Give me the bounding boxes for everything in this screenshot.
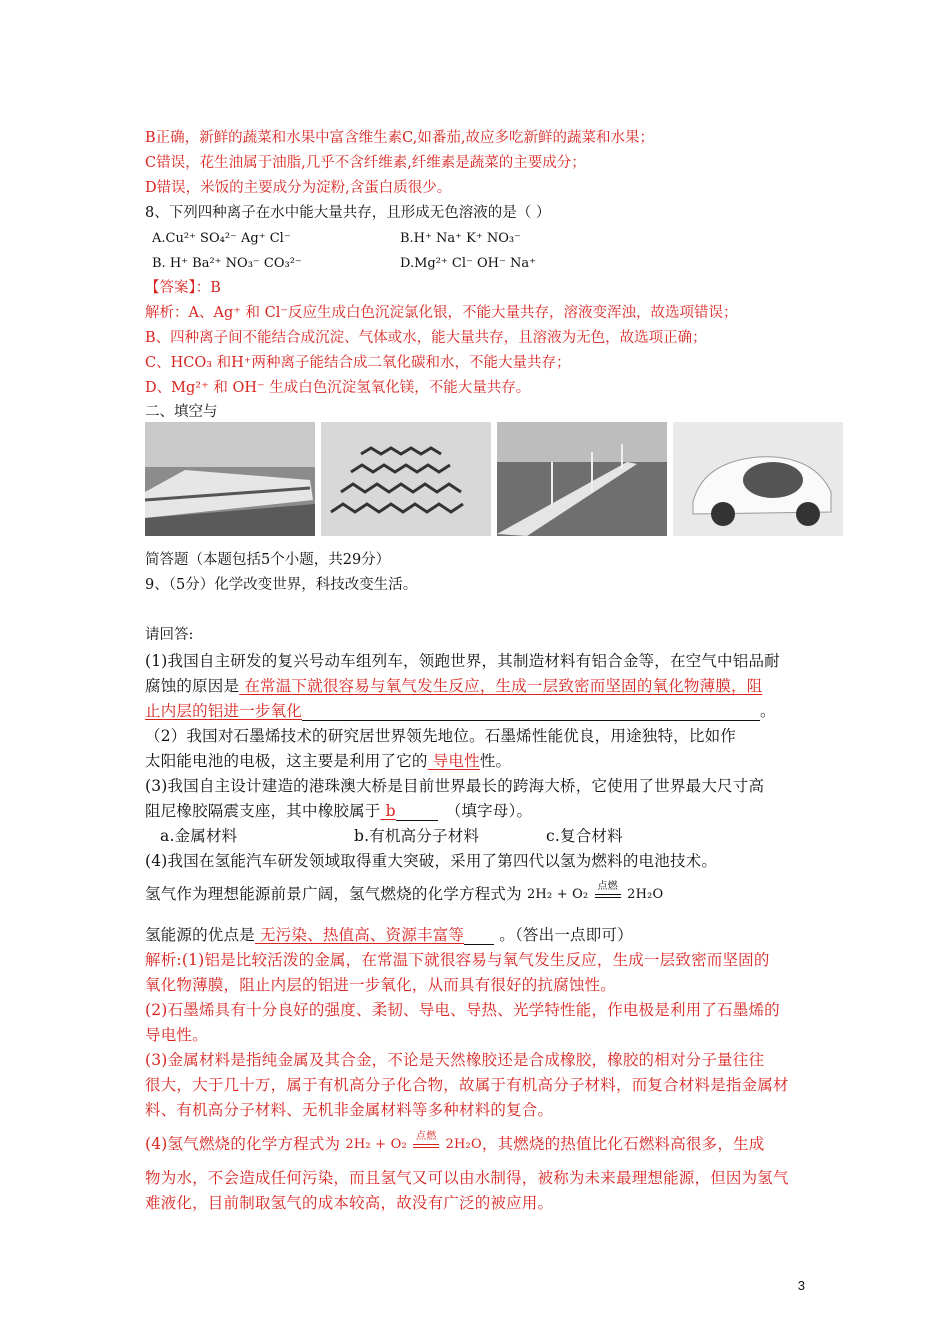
q9-part1-prefix: 腐蚀的原因是: [145, 677, 240, 695]
q9-part3-option-b: b.有机高分子材料: [354, 827, 480, 845]
bullet-train-photo: [145, 422, 315, 536]
q9-exp4-suffix: ，其燃烧的热值比化石燃料高很多，生成: [481, 1135, 765, 1153]
q8-option-a: [152, 229, 521, 249]
q9-exp2-line1: (2)石墨烯具有十分良好的强度、柔韧、导电、导热、光学特性能，作电极是利用了石墨烯的: [145, 1001, 780, 1019]
q8-explanation-b: B、四种离子间不能结合成沉淀、气体或水，能大量共存，且溶液为无色，故选项正确；: [145, 330, 707, 346]
q9-exp3-line3: 料、有机高分子材料、无机非金属材料等多种材料的复合。: [145, 1101, 554, 1119]
q9-part4-equation-line: [145, 881, 664, 905]
q9-exp1-line1: 解析:(1)铝是比较活泼的金属，在常温下就很容易与氧气发生反应，生成一层致密而坚固的: [145, 951, 770, 969]
sea-bridge-photo: [497, 422, 667, 536]
q9-part1-line2: [145, 676, 762, 696]
q8-answer: [145, 278, 221, 298]
equation2-reactants: 2H₂ + O₂: [345, 1137, 407, 1152]
page-number: 3: [797, 1278, 805, 1293]
equation-reactants: 2H₂ + O₂: [526, 887, 589, 902]
q9-part1-line1: (1)我国自主研发的复兴号动车组列车，领跑世界，其制造材料有铝合金等，在空气中铝品耐: [145, 652, 780, 670]
q8-option-b-text: B.H⁺ Na⁺ K⁺ NO₃⁻: [400, 231, 521, 246]
equation2-products: 2H₂O: [445, 1137, 482, 1152]
q9-part4-adv-prefix: 氢能源的优点是: [145, 926, 255, 944]
q7-explanation-c: C错误，花生油属于油脂,几乎不含纤维素,纤维素是蔬菜的主要成分；: [145, 155, 586, 171]
equation2-condition-text: 点燃: [416, 1131, 437, 1142]
equation-products: 2H₂O: [627, 887, 664, 902]
equation-condition: [593, 881, 623, 898]
q9-exp4-line3: 难液化，目前制取氢气的成本较高，故没有广泛的被应用。: [145, 1194, 554, 1212]
equation-condition-text: 点燃: [597, 881, 618, 892]
q9-part2-answer: 导电性: [427, 752, 480, 770]
q8-answer-label: 【答案】: [145, 280, 196, 296]
hydrogen-combustion-equation: [526, 881, 664, 905]
hydrogen-combustion-equation-2: [345, 1131, 482, 1155]
q9-part3-line2: [145, 801, 532, 821]
q8-explanation-c: C、HCO₃ 和H⁺两种离子能结合成二氧化碳和水，不能大量共存；: [145, 355, 571, 371]
q9-part4-line1: (4)我国在氢能汽车研发领域取得重大突破，采用了第四代以氢为燃料的电池技术。: [145, 852, 718, 870]
equation2-condition: [411, 1131, 441, 1148]
q8-option-c: [152, 254, 536, 274]
q9-part2-line2: [145, 751, 511, 771]
q9-part4-adv-answer: 无污染、热值高、资源丰富等: [254, 926, 465, 944]
q8-explanation-a: 解析：A、Ag⁺ 和 Cl⁻反应生成白色沉淀氯化银，不能大量共存，溶液变浑浊，故选项错误；: [145, 305, 738, 321]
q9-part3-options: [160, 826, 623, 846]
technology-photo-strip: [145, 422, 843, 536]
q9-part3-end: （填字母）。: [445, 802, 533, 820]
q9-exp1-line2: 氧化物薄膜，阻止内层的铝进一步氧化，从而具有很好的抗腐蚀性。: [145, 976, 617, 994]
q9-part2-prefix: 太阳能电池的电极，这主要是利用了它的: [145, 752, 428, 770]
q9-part1-answer-line2: 止内层的铝进一步氧化: [145, 702, 303, 720]
q8-explanation-d: D、Mg²⁺ 和 OH⁻ 生成白色沉淀氢氧化镁，不能大量共存。: [145, 380, 531, 396]
q9-part3-option-c: c.复合材料: [546, 827, 623, 845]
q9-exp3-line2: 很大，大于几十万，属于有机高分子化合物，故属于有机高分子材料，而复合材料是指金属材: [145, 1076, 789, 1094]
q9-part1-end: 。: [760, 702, 776, 720]
q9-part4-adv-end: 。（答出一点即可）: [494, 926, 633, 944]
q8-option-d-text: D.Mg²⁺ Cl⁻ OH⁻ Na⁺: [400, 256, 537, 271]
q9-exp4-line1: [145, 1131, 765, 1155]
q9-exp4-line2: 物为水，不会造成任何污染，而且氢气又可以由水制得，被称为未来最理想能源，但因为氢气: [145, 1169, 789, 1187]
q9-part1-answer-line1: 在常温下就很容易与氧气发生反应，生成一层致密而坚固的氧化物薄膜，阻: [239, 677, 763, 695]
q9-part1-blank: [302, 704, 760, 721]
q9-exp3-line1: (3)金属材料是指纯金属及其合金，不论是天然橡胶还是合成橡胶，橡胶的相对分子量往往: [145, 1051, 765, 1069]
q7-explanation-d: D错误，米饭的主要成分为淀粉,含蛋白质很少。: [145, 180, 452, 196]
q9-stem: 9、（5分）化学改变世界，科技改变生活。: [145, 577, 418, 593]
section2-heading-part1: 二、填空与: [145, 404, 218, 420]
q9-part3-blank: [396, 804, 438, 821]
q9-exp2-line2: 导电性。: [145, 1026, 208, 1044]
q9-part3-prefix: 阻尼橡胶隔震支座，其中橡胶属于: [145, 802, 381, 820]
q7-explanation-b: B正确，新鲜的蔬菜和水果中富含维生素C,如番茄,故应多吃新鲜的蔬菜和水果；: [145, 130, 654, 146]
q9-part2-line1: （2）我国对石墨烯技术的研究居世界领先地位。石墨烯性能优良，用途独特，比如作: [145, 727, 736, 745]
q9-part4-advantage-line: [145, 925, 633, 945]
q8-option-a-text: A.Cu²⁺ SO₄²⁻ Ag⁺ Cl⁻: [152, 231, 291, 246]
graphene-lattice-photo: [321, 422, 491, 536]
q9-part4-blank: [464, 928, 494, 945]
q9-please-answer: 请回答:: [145, 627, 194, 643]
q8-answer-value: ：B: [195, 280, 221, 296]
hydrogen-car-photo: [673, 422, 843, 536]
q9-exp4-prefix: (4)氢气燃烧的化学方程式为: [145, 1135, 341, 1153]
q9-part4-eq-prefix: 氢气作为理想能源前景广阔，氢气燃烧的化学方程式为: [145, 885, 522, 903]
section2-heading-part2: 简答题（本题包括5个小题，共29分）: [145, 552, 391, 568]
q9-part2-end: 性。: [479, 752, 512, 770]
q8-option-c-text: B. H⁺ Ba²⁺ NO₃⁻ CO₃²⁻: [152, 256, 302, 271]
q9-part1-line3: [145, 701, 776, 721]
q8-stem: 8、下列四种离子在水中能大量共存，且形成无色溶液的是（ ）: [145, 205, 551, 221]
q9-part3-line1: (3)我国自主设计建造的港珠澳大桥是目前世界最长的跨海大桥，它使用了世界最大尺寸高: [145, 777, 765, 795]
q9-part3-answer: b: [380, 802, 396, 820]
q9-part3-option-a: a.金属材料: [160, 827, 238, 845]
